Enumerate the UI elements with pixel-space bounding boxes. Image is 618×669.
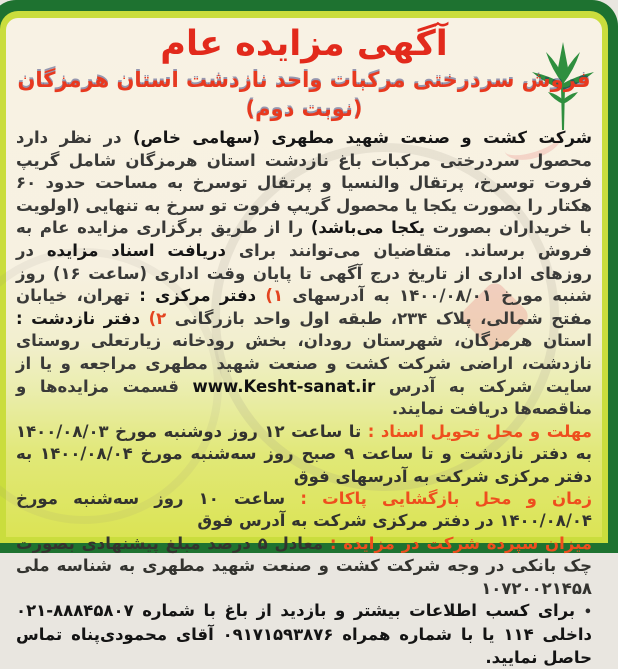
- ad-inner-frame: [0, 11, 608, 667]
- intro-text-6: قسمت مزایده‌ها و مناقصه‌ها دریافت نمایند.: [16, 376, 592, 419]
- section-envelope-opening-text: ساعت ۱۰ روز سه‌شنبه مورخ ۱۴۰۰/۰۸/۰۴ در دفتر مرکزی شرکت به آدرس فوق: [16, 488, 592, 531]
- company-website-url: www.Kesht-sanat.ir: [192, 376, 376, 396]
- address-number-2: ۲): [148, 308, 167, 328]
- contact-info-line: [16, 600, 592, 669]
- nazdasht-office-address: استان هرمزگان، شهرستان رودان، بخش رودخانه زیارتعلی روستای نازدشت، اراضی شرکت کشت و صنعت شهید مطهری مراجعه و یا از سایت شرکت به آدرس: [16, 331, 592, 396]
- nazdasht-office-label: دفتر نازدشت :: [16, 308, 149, 328]
- ad-header: [16, 22, 592, 124]
- central-office-address: تهران، خیابان مفتح شمالی، پلاک ۲۳۴، طبقه اول واحد بازرگانی: [16, 286, 592, 328]
- section-envelope-opening-heading: زمان و محل بازگشایی پاکات :: [285, 488, 593, 508]
- intro-bold-3: دریافت اسناد مزایده: [46, 240, 227, 260]
- section-deposit-text: معادل ۵ درصد مبلغ پیشنهادی بصورت چک بانکی در وجه شرکت کشت و صنعت شهید مطهری به شناسه ملی ۱۰۷۲۰۰۲۱۴۵۸: [16, 533, 592, 598]
- intro-bold-2: یکجا می‌باشد): [310, 218, 425, 238]
- bullet-icon: •: [583, 604, 592, 620]
- section-document-delivery-text: تا ساعت ۱۲ روز دوشنبه مورخ ۱۴۰۰/۰۸/۰۳ به دفتر نازدشت و تا ساعت ۹ صبح روز سه‌شنبه مورخ ۱۴۰۰/۰۸/۰۴ به دفتر مرکزی شرکت به آدرسهای فوق: [16, 421, 592, 486]
- ad-subtitle: فروش سردرختی مرکبات واحد نازدشت استان هرمزگان (نوبت دوم): [17, 68, 591, 121]
- address-number-1: ۱): [265, 286, 284, 306]
- ad-intro-paragraph: [16, 127, 592, 421]
- intro-text-1: در نظر دارد محصول سردرختی مرکبات باغ نازدشت استان هرمزگان شامل گریپ فروت توسرخ، پرتقال والنسیا و پرتقال توسرخ به مساحت حدود ۶۰ هکتار را بصورت یکجا یا محصول گریپ فروت تو سرخ به تنهایی (اولویت با خریداران بصورت: [16, 128, 593, 238]
- ad-title: آگهی مزایده عام: [160, 24, 448, 64]
- section-deposit-heading: میزان سپرده شرکت در مزایده :: [323, 533, 592, 553]
- contact-text: برای کسب اطلاعات بیشتر و بازدید از باغ با شماره ۸۸۸۴۵۸۰۷-۰۲۱ داخلی ۱۱۴ یا با شماره همراه ۰۹۱۷۱۵۹۳۸۷۶ آقای محمودی‌پناه تماس حاصل نمایید.: [16, 600, 592, 667]
- ad-content: [6, 18, 602, 667]
- section-deposit: [16, 533, 592, 600]
- intro-text-3: در روزهای اداری از تاریخ درج آگهی تا پایان وقت اداری (ساعت ۱۶) روز شنبه مورخ ۱۴۰۰/۰۸/۰۱ به آدرسهای: [16, 240, 593, 306]
- intro-text-2: را از طریق برگزاری مزایده عام به فروش برساند. متقاضیان می‌توانند برای: [16, 218, 592, 260]
- section-envelope-opening: [16, 488, 592, 533]
- section-document-delivery-heading: مهلت و محل تحویل اسناد :: [361, 421, 592, 441]
- central-office-label: دفتر مرکزی :: [129, 286, 266, 306]
- section-document-delivery: [16, 421, 592, 488]
- company-name: شرکت کشت و صنعت شهید مطهری (سهامی خاص): [133, 128, 592, 147]
